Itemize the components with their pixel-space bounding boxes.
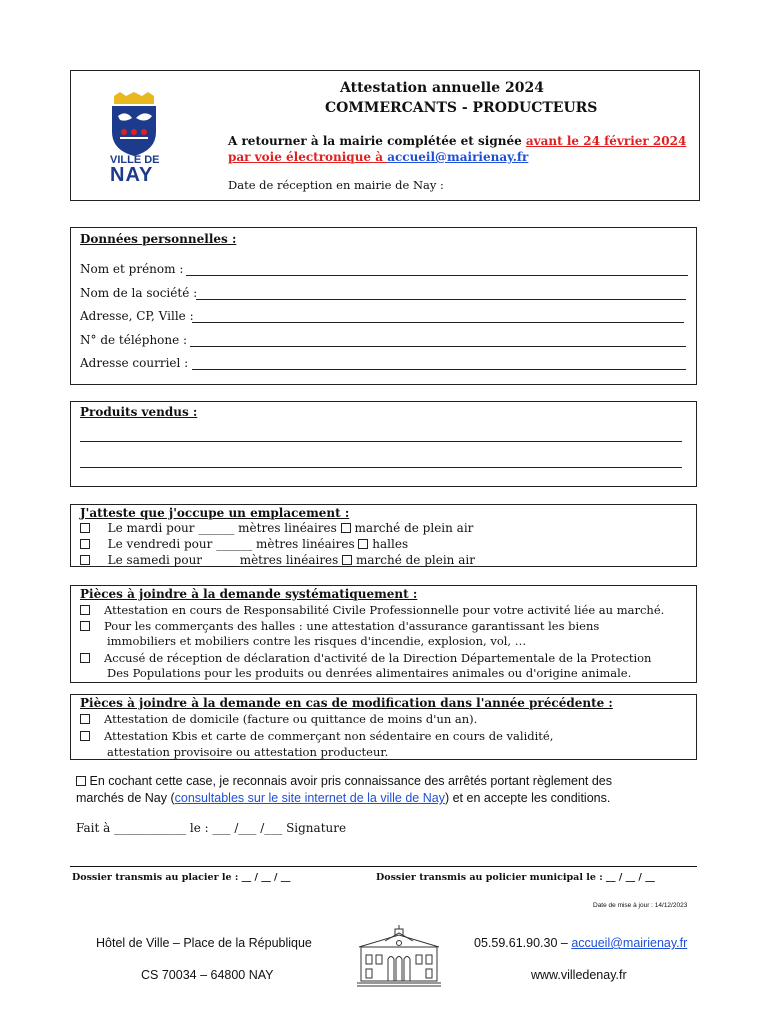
page-subtitle: COMMERCANTS - PRODUCTEURS [325, 100, 598, 116]
rc-pro-text: Attestation en cours de Responsabilité Civile Professionnelle pour votre activité liée au marché. [104, 603, 665, 617]
transmission-placier: Dossier transmis au placier le : __ / __ / __ [72, 872, 291, 883]
friday-unit: mètres linéaires [256, 537, 355, 551]
return-instructions-line2 [228, 150, 528, 164]
transmission-policier: Dossier transmis au policier municipal le : __ / __ / __ [376, 872, 655, 883]
placement-row-tuesday [80, 521, 473, 535]
saturday-unit: mètres linéaires [239, 553, 339, 567]
systematic-item-2 [80, 619, 599, 633]
ddpp-checkbox[interactable] [80, 653, 90, 663]
modification-docs-heading: Pièces à joindre à la demande en cas de modification dans l'année précédente : [80, 696, 613, 710]
systematic-item-3-cont: Des Populations pour les produits ou denrées alimentaires animales ou d'origine animale. [107, 666, 632, 680]
placement-row-saturday [80, 553, 475, 567]
consent-text: En cochant cette case, je reconnais avoir pris connaissance des arrêtés portant règlement des [89, 774, 612, 788]
saturday-checkbox[interactable] [80, 555, 90, 565]
phone-label: N° de téléphone : [80, 333, 188, 347]
systematic-item-1 [80, 603, 664, 617]
logo-text-nay: NAY [110, 164, 154, 186]
ville-de-nay-logo [108, 92, 160, 192]
reception-date-label: Date de réception en mairie de Nay : [228, 178, 444, 192]
name-field[interactable] [186, 275, 688, 276]
footer-contact [474, 936, 687, 950]
tuesday-label: Le mardi pour [107, 521, 195, 535]
name-label: Nom et prénom : [80, 262, 184, 276]
transmission-divider [70, 866, 697, 867]
page-title: Attestation annuelle 2024 [340, 80, 544, 96]
domicile-text: Attestation de domicile (facture ou quittance de moins d'un an). [104, 712, 478, 726]
products-line-2[interactable] [80, 467, 682, 468]
update-date: Date de mise à jour : 14/12/2023 [593, 902, 688, 909]
kbis-text: Attestation Kbis et carte de commerçant non sédentaire en cours de validité, [104, 729, 554, 743]
friday-halles-checkbox[interactable] [358, 539, 368, 549]
return-line2-prefix: par voie électronique à [228, 150, 388, 164]
modification-item-2-cont: attestation provisoire ou attestation producteur. [107, 745, 389, 759]
halles-insurance-checkbox[interactable] [80, 621, 90, 631]
friday-label: Le vendredi pour [107, 537, 213, 551]
systematic-item-3 [80, 651, 651, 665]
domicile-checkbox[interactable] [80, 714, 90, 724]
regulations-link[interactable]: consultables sur le site internet de la ville de Nay [174, 791, 445, 805]
footer-address-1: Hôtel de Ville – Place de la République [96, 936, 312, 950]
consent-prefix: marchés de Nay ( [76, 791, 175, 805]
return-deadline: avant le 24 février 2024 [525, 134, 687, 148]
company-label: Nom de la société : [80, 286, 198, 300]
footer-phone: 05.59.61.90.30 – [474, 936, 572, 950]
products-line-1[interactable] [80, 441, 682, 442]
personal-data-heading: Données personnelles : [80, 232, 237, 246]
saturday-place: marché de plein air [355, 553, 475, 567]
ddpp-text: Accusé de réception de déclaration d'activité de la Direction Départementale de la Protection [104, 651, 652, 665]
address-field[interactable] [192, 322, 684, 323]
return-prefix: A retourner à la mairie complétée et signée [228, 134, 526, 148]
footer-email-link[interactable]: accueil@mairienay.fr [571, 936, 688, 950]
friday-checkbox[interactable] [80, 539, 90, 549]
tuesday-plein-air-checkbox[interactable] [341, 523, 351, 533]
coat-of-arms-icon [108, 92, 160, 156]
halles-insurance-text: Pour les commerçants des halles : une attestation d'assurance garantissant les biens [104, 619, 600, 633]
consent-checkbox[interactable] [76, 776, 86, 786]
town-hall-icon [357, 925, 441, 987]
email-label: Adresse courriel : [80, 356, 189, 370]
rc-pro-checkbox[interactable] [80, 605, 90, 615]
tuesday-unit: mètres linéaires [238, 521, 337, 535]
friday-length-field[interactable]: ______ [216, 537, 253, 551]
systematic-item-2-cont: immobiliers et mobiliers contre les risques d'incendie, explosion, vol, … [107, 634, 527, 648]
saturday-plein-air-checkbox[interactable] [342, 555, 352, 565]
systematic-docs-heading: Pièces à joindre à la demande systématiquement : [80, 587, 418, 601]
phone-field[interactable] [190, 346, 686, 347]
signature-line[interactable]: Fait à ____________ le : ___ /___ /___ Signature [76, 821, 347, 835]
products-heading: Produits vendus : [80, 405, 198, 419]
friday-place: halles [372, 537, 409, 551]
email-field[interactable] [192, 369, 686, 370]
footer-address-2: CS 70034 – 64800 NAY [141, 968, 274, 982]
logo-text-ville-de: VILLE DE [110, 154, 160, 166]
modification-item-2 [80, 729, 553, 743]
saturday-label: Le samedi pour [107, 553, 203, 567]
tuesday-place: marché de plein air [354, 521, 474, 535]
tuesday-checkbox[interactable] [80, 523, 90, 533]
placement-row-friday [80, 537, 408, 551]
company-field[interactable] [196, 299, 686, 300]
saturday-length-field[interactable]: _____ [205, 553, 236, 567]
consent-line-2 [76, 791, 610, 805]
return-email-link[interactable]: accueil@mairienay.fr [387, 150, 529, 164]
return-instructions [228, 134, 686, 148]
consent-suffix: ) et en accepte les conditions. [444, 791, 611, 805]
tuesday-length-field[interactable]: ______ [198, 521, 235, 535]
consent-line-1 [76, 774, 612, 788]
kbis-checkbox[interactable] [80, 731, 90, 741]
modification-item-1 [80, 712, 477, 726]
footer-website[interactable]: www.villedenay.fr [531, 968, 627, 982]
placement-heading: J'atteste que j'occupe un emplacement : [80, 506, 350, 520]
address-label: Adresse, CP, Ville : [80, 309, 194, 323]
